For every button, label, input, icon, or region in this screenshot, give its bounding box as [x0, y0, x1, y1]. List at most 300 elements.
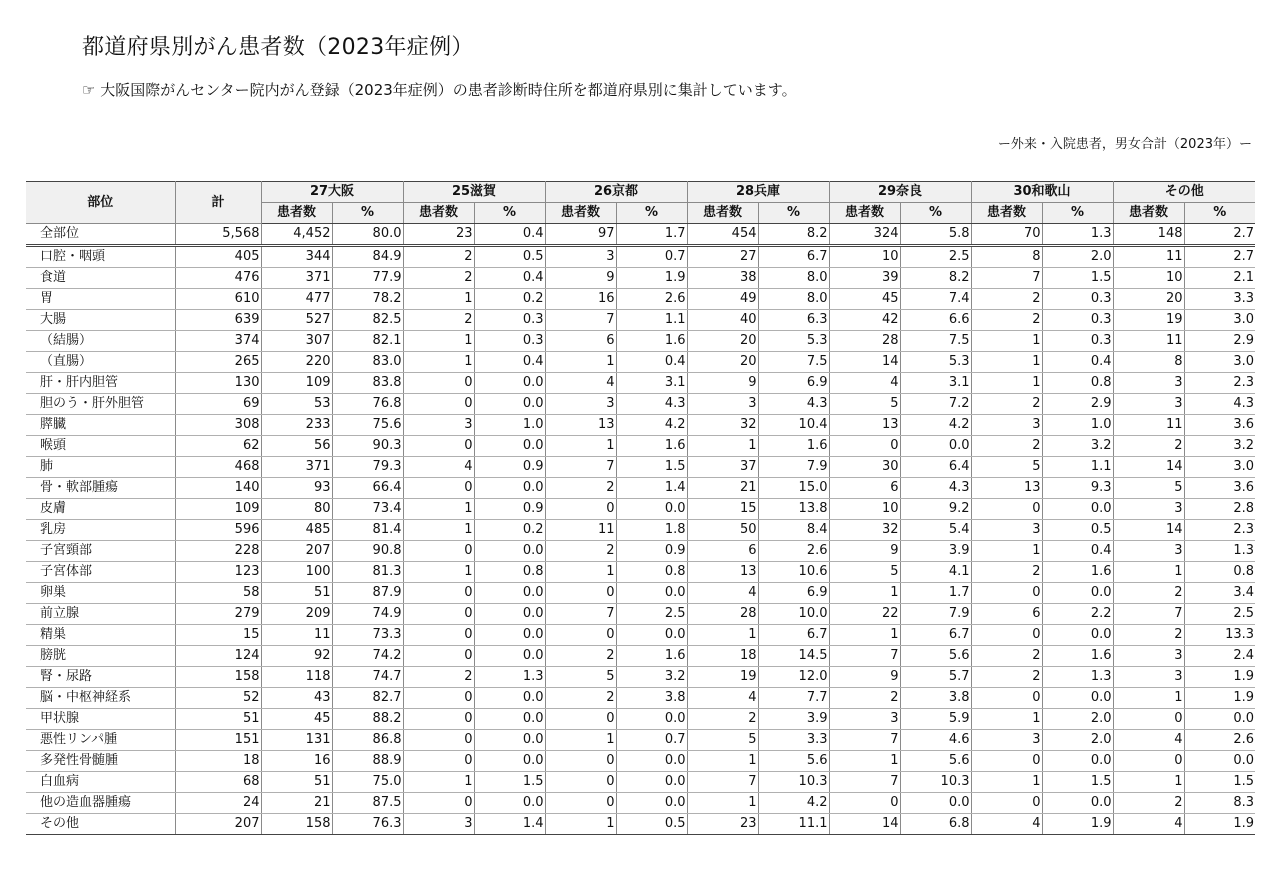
cell-percent: 0.0	[900, 793, 971, 814]
cell-percent: 88.9	[332, 751, 403, 772]
cell-count: 0	[403, 709, 474, 730]
cell-percent: 82.1	[332, 331, 403, 352]
page-title: 都道府県別がん患者数（2023年症例）	[82, 35, 474, 60]
cell-percent: 81.4	[332, 520, 403, 541]
cell-percent: 3.9	[758, 709, 829, 730]
cell-percent: 1.7	[900, 583, 971, 604]
table-row	[26, 625, 1255, 646]
table-row	[26, 268, 1255, 289]
header-percent: %	[900, 203, 971, 224]
cell-count: 10	[829, 246, 900, 268]
cell-count: 11	[1113, 415, 1184, 436]
cell-percent: 2.4	[1184, 646, 1255, 667]
cell-count: 20	[687, 331, 758, 352]
cell-count: 3	[829, 709, 900, 730]
cell-percent: 0.0	[474, 436, 545, 457]
cell-percent: 10.3	[758, 772, 829, 793]
cell-percent: 2.5	[616, 604, 687, 625]
cell-percent: 1.9	[616, 268, 687, 289]
cell-percent: 4.2	[616, 415, 687, 436]
cell-percent: 8.0	[758, 289, 829, 310]
cell-count: 0	[403, 688, 474, 709]
row-site: 肝・肝内胆管	[26, 373, 175, 394]
cell-count: 51	[261, 772, 332, 793]
cell-percent: 0.4	[474, 352, 545, 373]
cell-count: 0	[829, 436, 900, 457]
cell-count: 20	[1113, 289, 1184, 310]
cell-count: 2	[829, 688, 900, 709]
table-row	[26, 246, 1255, 268]
header-count: 患者数	[687, 203, 758, 224]
cell-percent: 0.0	[616, 751, 687, 772]
cell-count: 3	[545, 246, 616, 268]
table-row	[26, 352, 1255, 373]
cell-count: 6	[971, 604, 1042, 625]
cell-count: 2	[403, 310, 474, 331]
cell-count: 2	[545, 541, 616, 562]
cell-percent: 0.0	[616, 499, 687, 520]
cell-count: 3	[545, 394, 616, 415]
cell-count: 6	[545, 331, 616, 352]
cell-count: 0	[403, 625, 474, 646]
cell-percent: 0.0	[1042, 793, 1113, 814]
cell-percent: 2.2	[1042, 604, 1113, 625]
cell-count: 233	[261, 415, 332, 436]
row-site: 悪性リンパ腫	[26, 730, 175, 751]
row-site: （直腸）	[26, 352, 175, 373]
cell-percent: 6.9	[758, 373, 829, 394]
row-site: 子宮頸部	[26, 541, 175, 562]
cell-count: 4,452	[261, 224, 332, 246]
cell-percent: 6.7	[758, 246, 829, 268]
cell-percent: 0.0	[1042, 688, 1113, 709]
cell-count: 7	[545, 310, 616, 331]
cell-percent: 0.0	[616, 793, 687, 814]
cell-count: 7	[545, 457, 616, 478]
cell-count: 23	[687, 814, 758, 835]
cell-count: 4	[829, 373, 900, 394]
row-site: 胆のう・肝外胆管	[26, 394, 175, 415]
cell-percent: 2.0	[1042, 246, 1113, 268]
cell-percent: 5.6	[758, 751, 829, 772]
cell-count: 32	[687, 415, 758, 436]
cell-percent: 1.9	[1184, 688, 1255, 709]
cell-percent: 6.9	[758, 583, 829, 604]
cell-count: 9	[829, 541, 900, 562]
cell-percent: 0.8	[1184, 562, 1255, 583]
cell-count: 148	[1113, 224, 1184, 246]
cell-percent: 0.3	[1042, 289, 1113, 310]
cell-percent: 5.8	[900, 224, 971, 246]
cell-count: 0	[403, 646, 474, 667]
table-row	[26, 478, 1255, 499]
cell-percent: 0.0	[474, 373, 545, 394]
cell-count: 10	[1113, 268, 1184, 289]
row-total: 62	[175, 436, 261, 457]
cell-percent: 1.5	[616, 457, 687, 478]
cell-count: 40	[687, 310, 758, 331]
cell-percent: 1.1	[1042, 457, 1113, 478]
cell-percent: 84.9	[332, 246, 403, 268]
cell-percent: 0.0	[900, 436, 971, 457]
cell-percent: 13.3	[1184, 625, 1255, 646]
cell-count: 0	[545, 751, 616, 772]
header-percent: %	[332, 203, 403, 224]
row-total: 279	[175, 604, 261, 625]
cell-count: 1	[971, 541, 1042, 562]
table-row	[26, 751, 1255, 772]
cell-count: 14	[1113, 457, 1184, 478]
cell-percent: 0.8	[1042, 373, 1113, 394]
cell-count: 56	[261, 436, 332, 457]
cell-percent: 66.4	[332, 478, 403, 499]
cell-percent: 1.3	[1042, 667, 1113, 688]
cell-percent: 10.0	[758, 604, 829, 625]
cell-count: 45	[829, 289, 900, 310]
cell-percent: 0.0	[1042, 751, 1113, 772]
cell-percent: 0.5	[474, 246, 545, 268]
cell-percent: 0.0	[474, 541, 545, 562]
cell-count: 2	[1113, 436, 1184, 457]
cell-percent: 6.8	[900, 814, 971, 835]
row-total: 69	[175, 394, 261, 415]
table-row	[26, 224, 1255, 246]
cell-count: 0	[403, 730, 474, 751]
cell-percent: 75.6	[332, 415, 403, 436]
cell-percent: 3.8	[616, 688, 687, 709]
cell-percent: 86.8	[332, 730, 403, 751]
cell-count: 1	[687, 793, 758, 814]
cell-count: 2	[971, 310, 1042, 331]
row-total: 639	[175, 310, 261, 331]
cell-percent: 1.9	[1184, 814, 1255, 835]
row-site: 肺	[26, 457, 175, 478]
cell-percent: 0.0	[474, 604, 545, 625]
cell-percent: 2.6	[1184, 730, 1255, 751]
cell-count: 97	[545, 224, 616, 246]
table-row	[26, 709, 1255, 730]
cell-count: 93	[261, 478, 332, 499]
cell-count: 16	[261, 751, 332, 772]
cell-count: 1	[403, 331, 474, 352]
cell-count: 5	[829, 562, 900, 583]
cell-count: 5	[545, 667, 616, 688]
cell-count: 3	[971, 415, 1042, 436]
cell-percent: 0.0	[474, 478, 545, 499]
row-total: 596	[175, 520, 261, 541]
cell-percent: 0.9	[474, 457, 545, 478]
cell-percent: 8.2	[900, 268, 971, 289]
cell-percent: 0.5	[1042, 520, 1113, 541]
cell-percent: 4.3	[616, 394, 687, 415]
cell-count: 92	[261, 646, 332, 667]
row-total: 24	[175, 793, 261, 814]
row-total: 405	[175, 246, 261, 268]
cell-count: 1	[545, 730, 616, 751]
cell-count: 11	[261, 625, 332, 646]
cell-percent: 1.1	[616, 310, 687, 331]
cell-count: 454	[687, 224, 758, 246]
cell-count: 6	[829, 478, 900, 499]
cell-percent: 0.5	[616, 814, 687, 835]
row-site: 卵巣	[26, 583, 175, 604]
cell-count: 22	[829, 604, 900, 625]
cell-percent: 3.6	[1184, 478, 1255, 499]
cell-count: 10	[829, 499, 900, 520]
cell-percent: 8.3	[1184, 793, 1255, 814]
cell-count: 485	[261, 520, 332, 541]
row-site: 前立腺	[26, 604, 175, 625]
cell-percent: 75.0	[332, 772, 403, 793]
header-count: 患者数	[545, 203, 616, 224]
cell-count: 3	[403, 415, 474, 436]
cell-count: 1	[545, 352, 616, 373]
cell-percent: 1.4	[474, 814, 545, 835]
header-percent: %	[1042, 203, 1113, 224]
cell-count: 30	[829, 457, 900, 478]
cell-percent: 82.5	[332, 310, 403, 331]
page-description: ☞ 大阪国際がんセンター院内がん登録（2023年症例）の患者診断時住所を都道府県別に集計しています。	[82, 81, 797, 99]
cell-percent: 0.0	[474, 688, 545, 709]
cell-percent: 9.2	[900, 499, 971, 520]
cell-percent: 0.0	[474, 730, 545, 751]
cell-percent: 1.5	[1184, 772, 1255, 793]
cell-percent: 2.7	[1184, 246, 1255, 268]
cell-percent: 5.4	[900, 520, 971, 541]
table-row	[26, 373, 1255, 394]
cell-count: 3	[687, 394, 758, 415]
cell-count: 3	[1113, 667, 1184, 688]
cell-count: 307	[261, 331, 332, 352]
header-count: 患者数	[829, 203, 900, 224]
cell-count: 21	[261, 793, 332, 814]
cell-percent: 1.9	[1184, 667, 1255, 688]
row-site: 食道	[26, 268, 175, 289]
cell-count: 0	[971, 583, 1042, 604]
cell-percent: 4.2	[758, 793, 829, 814]
cell-percent: 0.0	[1042, 499, 1113, 520]
cell-count: 0	[403, 436, 474, 457]
row-total: 308	[175, 415, 261, 436]
cell-count: 3	[1113, 541, 1184, 562]
cell-percent: 3.3	[1184, 289, 1255, 310]
cell-count: 2	[1113, 793, 1184, 814]
cell-percent: 3.0	[1184, 457, 1255, 478]
cell-count: 1	[829, 625, 900, 646]
cell-count: 0	[1113, 709, 1184, 730]
cell-percent: 3.1	[900, 373, 971, 394]
cell-count: 1	[971, 352, 1042, 373]
row-total: 18	[175, 751, 261, 772]
cell-percent: 2.7	[1184, 224, 1255, 246]
cell-count: 8	[1113, 352, 1184, 373]
table-row	[26, 499, 1255, 520]
cell-percent: 0.0	[474, 625, 545, 646]
cell-percent: 2.3	[1184, 373, 1255, 394]
cell-percent: 73.3	[332, 625, 403, 646]
cell-count: 5	[1113, 478, 1184, 499]
row-total: 610	[175, 289, 261, 310]
row-total: 51	[175, 709, 261, 730]
cell-percent: 0.8	[474, 562, 545, 583]
cell-count: 2	[1113, 625, 1184, 646]
cell-count: 4	[403, 457, 474, 478]
cell-count: 3	[403, 814, 474, 835]
header-percent: %	[758, 203, 829, 224]
row-site: 大腸	[26, 310, 175, 331]
cell-count: 50	[687, 520, 758, 541]
cell-percent: 2.5	[1184, 604, 1255, 625]
row-site: 白血病	[26, 772, 175, 793]
row-total: 15	[175, 625, 261, 646]
header-site: 部位	[26, 182, 175, 224]
cell-percent: 0.0	[1042, 583, 1113, 604]
cell-percent: 2.9	[1184, 331, 1255, 352]
cell-count: 0	[971, 625, 1042, 646]
row-total: 109	[175, 499, 261, 520]
cell-percent: 6.7	[900, 625, 971, 646]
cell-count: 13	[971, 478, 1042, 499]
row-site: 子宮体部	[26, 562, 175, 583]
cell-count: 4	[971, 814, 1042, 835]
cell-percent: 78.2	[332, 289, 403, 310]
cell-percent: 0.0	[474, 646, 545, 667]
cell-count: 1	[403, 289, 474, 310]
cell-percent: 4.1	[900, 562, 971, 583]
header-region: 25滋賀	[403, 182, 545, 203]
cell-count: 371	[261, 268, 332, 289]
cell-percent: 0.3	[474, 310, 545, 331]
cell-count: 1	[545, 562, 616, 583]
cell-count: 19	[1113, 310, 1184, 331]
cell-count: 2	[971, 289, 1042, 310]
header-total: 計	[175, 182, 261, 224]
cell-count: 80	[261, 499, 332, 520]
cell-count: 20	[687, 352, 758, 373]
cell-percent: 83.8	[332, 373, 403, 394]
cell-percent: 0.4	[616, 352, 687, 373]
cell-count: 131	[261, 730, 332, 751]
cell-percent: 2.8	[1184, 499, 1255, 520]
row-site: 皮膚	[26, 499, 175, 520]
cell-percent: 79.3	[332, 457, 403, 478]
cell-percent: 0.0	[474, 583, 545, 604]
cell-percent: 1.9	[1042, 814, 1113, 835]
cell-percent: 0.3	[1042, 310, 1113, 331]
cell-percent: 4.3	[1184, 394, 1255, 415]
row-total: 158	[175, 667, 261, 688]
cell-count: 6	[687, 541, 758, 562]
cell-percent: 81.3	[332, 562, 403, 583]
cell-percent: 90.8	[332, 541, 403, 562]
header-percent: %	[1184, 203, 1255, 224]
cell-count: 1	[1113, 562, 1184, 583]
cell-percent: 12.0	[758, 667, 829, 688]
cell-percent: 0.2	[474, 289, 545, 310]
cell-count: 11	[1113, 246, 1184, 268]
table-row	[26, 394, 1255, 415]
cell-count: 7	[545, 604, 616, 625]
cell-percent: 0.2	[474, 520, 545, 541]
row-site: 乳房	[26, 520, 175, 541]
table-row	[26, 688, 1255, 709]
cell-percent: 0.0	[474, 394, 545, 415]
cell-percent: 0.0	[474, 751, 545, 772]
row-total: 265	[175, 352, 261, 373]
cell-count: 37	[687, 457, 758, 478]
cell-percent: 3.6	[1184, 415, 1255, 436]
header-region: 29奈良	[829, 182, 971, 203]
header-percent: %	[474, 203, 545, 224]
cell-count: 1	[403, 499, 474, 520]
cell-percent: 1.5	[1042, 772, 1113, 793]
cell-count: 2	[971, 667, 1042, 688]
cell-count: 0	[1113, 751, 1184, 772]
cell-count: 0	[403, 583, 474, 604]
cell-percent: 1.6	[616, 331, 687, 352]
cell-percent: 0.8	[616, 562, 687, 583]
cell-percent: 0.4	[474, 268, 545, 289]
cell-percent: 15.0	[758, 478, 829, 499]
cell-count: 4	[687, 688, 758, 709]
cell-count: 477	[261, 289, 332, 310]
cell-percent: 7.2	[900, 394, 971, 415]
cell-percent: 1.3	[1042, 224, 1113, 246]
row-site: 腎・尿路	[26, 667, 175, 688]
cell-percent: 2.1	[1184, 268, 1255, 289]
cell-count: 0	[403, 604, 474, 625]
cell-count: 21	[687, 478, 758, 499]
cell-percent: 5.6	[900, 751, 971, 772]
cell-percent: 0.9	[474, 499, 545, 520]
cell-count: 7	[829, 772, 900, 793]
row-total: 58	[175, 583, 261, 604]
header-count: 患者数	[261, 203, 332, 224]
header-region: その他	[1113, 182, 1255, 203]
cell-percent: 1.3	[1184, 541, 1255, 562]
cell-percent: 3.9	[900, 541, 971, 562]
cell-percent: 10.3	[900, 772, 971, 793]
table-row	[26, 436, 1255, 457]
row-total: 123	[175, 562, 261, 583]
cell-percent: 10.4	[758, 415, 829, 436]
cell-count: 2	[545, 688, 616, 709]
header-count: 患者数	[971, 203, 1042, 224]
cell-count: 1	[403, 562, 474, 583]
cell-count: 49	[687, 289, 758, 310]
cell-percent: 0.9	[616, 541, 687, 562]
cell-count: 209	[261, 604, 332, 625]
cell-percent: 7.5	[758, 352, 829, 373]
row-site: 口腔・咽頭	[26, 246, 175, 268]
cell-count: 0	[545, 772, 616, 793]
cell-percent: 1.6	[616, 646, 687, 667]
cell-count: 1	[687, 625, 758, 646]
cell-percent: 5.6	[900, 646, 971, 667]
cell-count: 118	[261, 667, 332, 688]
cell-percent: 1.6	[758, 436, 829, 457]
cell-count: 39	[829, 268, 900, 289]
cell-percent: 7.5	[900, 331, 971, 352]
cell-count: 4	[687, 583, 758, 604]
cell-percent: 3.1	[616, 373, 687, 394]
cell-percent: 1.6	[616, 436, 687, 457]
cell-percent: 1.5	[1042, 268, 1113, 289]
cell-count: 4	[1113, 730, 1184, 751]
header-region: 28兵庫	[687, 182, 829, 203]
cell-percent: 5.3	[758, 331, 829, 352]
cell-percent: 3.2	[1042, 436, 1113, 457]
